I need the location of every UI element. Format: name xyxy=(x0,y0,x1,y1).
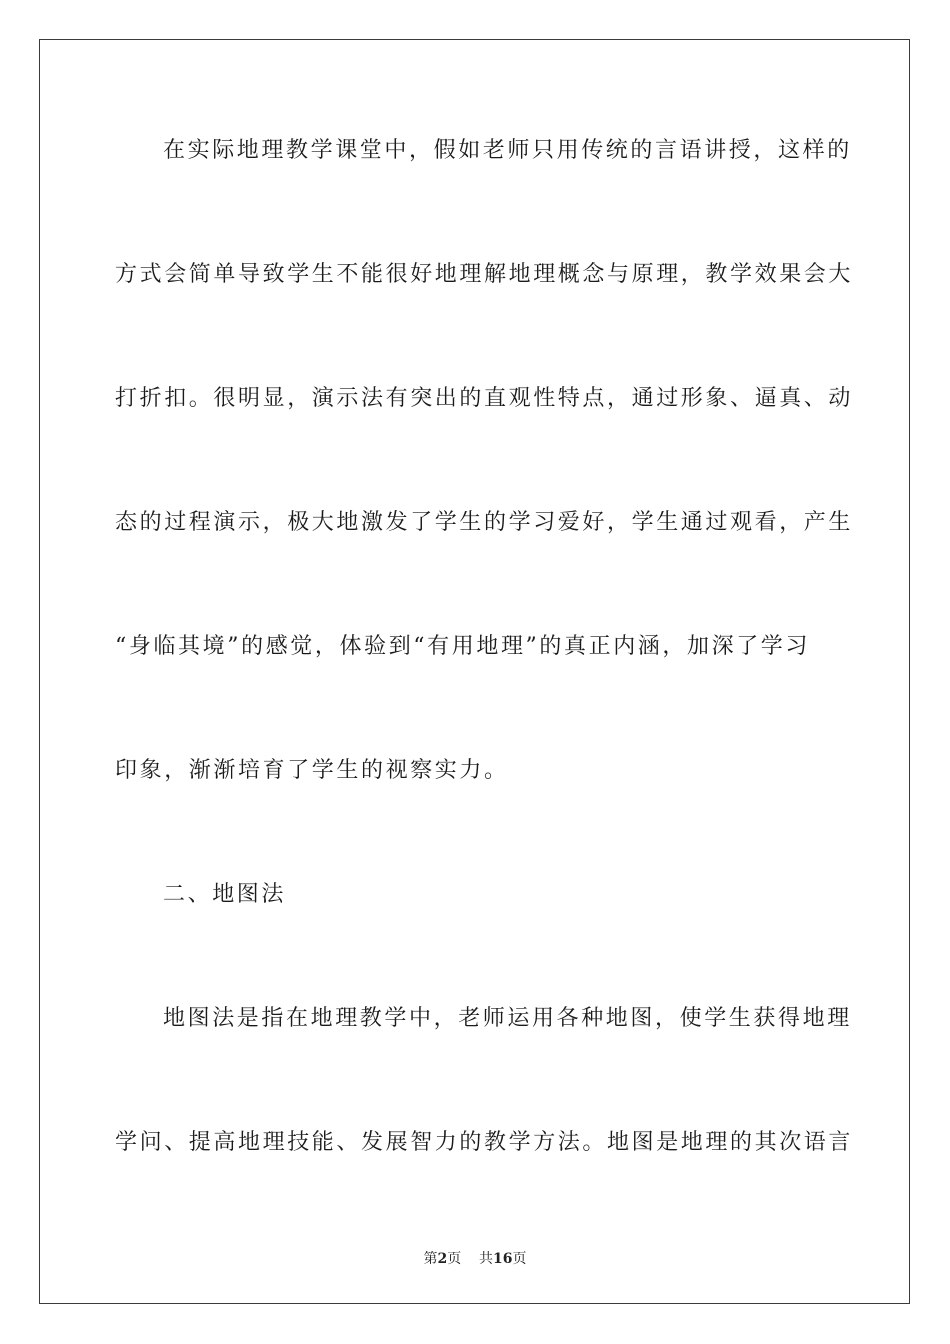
paragraph-line: 打折扣。很明显，演示法有突出的直观性特点，通过形象、逼真、动 xyxy=(115,386,854,411)
paragraph-line: 学问、提高地理技能、发展智力的教学方法。地图是地理的其次语言 xyxy=(115,1130,854,1155)
total-suffix: 页 xyxy=(512,1251,527,1267)
paragraph-line: “身临其境”的感觉，体验到“有用地理”的真正内涵，加深了学习 xyxy=(115,634,810,659)
page-number: 2 xyxy=(437,1251,448,1267)
paragraph-line: 在实际地理教学课堂中，假如老师只用传统的言语讲授，这样的 xyxy=(163,138,852,163)
paragraph-line: 地图法是指在地理教学中，老师运用各种地图，使学生获得地理 xyxy=(163,1006,852,1031)
page-prefix: 第 xyxy=(423,1251,438,1267)
section-heading: 二、地图法 xyxy=(163,882,287,907)
page-suffix: 页 xyxy=(447,1251,462,1267)
paragraph-line: 态的过程演示，极大地激发了学生的学习爱好，学生通过观看，产生 xyxy=(115,510,854,535)
page-border xyxy=(39,39,910,1304)
total-prefix: 共 xyxy=(479,1251,494,1267)
paragraph-line: 方式会简单导致学生不能很好地理解地理概念与原理，教学效果会大 xyxy=(115,262,854,287)
paragraph-line: 印象，渐渐培育了学生的视察实力。 xyxy=(115,758,509,783)
total-pages: 16 xyxy=(493,1251,513,1267)
page-footer xyxy=(0,1248,950,1268)
